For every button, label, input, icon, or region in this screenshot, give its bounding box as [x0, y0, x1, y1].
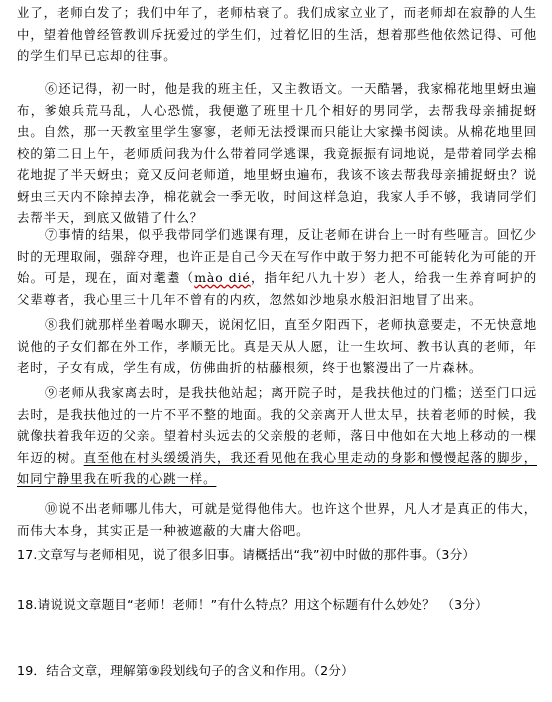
paragraph-text: ⑧我们就那样坐着喝水聊天，说闲忆旧，直至夕阳西下，老师执意要走，不无快意地说他的子女们都在外工作，孝顺无比。真是天从人愿，让一生坎坷、教书认真的老师，年老时，子女有成，学生有成，仿佛曲折的枯藤根须，终于也繁漫出了一片森林。: [17, 317, 537, 375]
paragraph-text: ⑥还记得，初一时，他是我的班主任，又主教语文。一天酷暑，我家棉花地里蚜虫遍布，爹娘兵荒马乱，人心恐慌，我便邀了班里十几个相好的男同学，去帮我母亲捕捉蚜虫。自然，那一天教室里学生寥寥，老师无法授课而只能让大家操书阅读。从棉花地里回校的第二日上午，老师质问我为什么带着同学逃课，我竟振振有词地说，是带着同学去棉花地捉了半天蚜虫；竟又反问老师道，地里蚜虫遍布，我该不该去帮我母亲捕捉蚜虫？说蚜虫三天内不除掉去净，棉花就会一季无收，时间这样急迫，我家人手不够，我请同学们去帮半天，到底又做错了什么？: [17, 81, 537, 225]
question-17: 17.文章写与老师相见，说了很多旧事。请概括出“我”初中时做的那件事。（3分）: [17, 547, 476, 562]
passage-paragraph-6: [17, 78, 537, 229]
passage-paragraph-7: [17, 224, 537, 310]
question-18: 18.请说说文章题目“老师！老师！”有什么特点？用这个标题有什么妙处？ （3分）: [17, 597, 488, 612]
paragraph-text: 业了，老师白发了；我们中年了，老师枯衰了。我们成家立业了，而老师却在寂静的人生中，望着他曾经管教训斥抚爱过的学生们，过着忆旧的生活，想着那些他依然记得、可他的学生们早已忘却的往事。: [17, 5, 537, 63]
passage-paragraph-intro: [17, 2, 537, 67]
question-19: 19．结合文章，理解第⑨段划线句子的含义和作用。（2分）: [17, 663, 354, 678]
paragraph-text: ⑩说不出老师哪儿伟大，可就是觉得他伟大。也许这个世界，凡人才是真正的伟大，而伟大本身，其实正是一种被遮蔽的大庸大俗吧。: [17, 501, 537, 538]
passage-paragraph-10: [17, 498, 537, 541]
paragraph-text: ，指年纪八九十岁）老人，给我一生养育呵护的父辈尊者，我心里三十几年不曾有的内疚，忽然如沙地泉水般汩汩地冒了出来。: [17, 270, 538, 307]
passage-paragraph-8: [17, 314, 537, 379]
underlined-sentence: 直至他在村头缓缓消失，我还看见他在我心里走动的身影和慢慢起落的脚步，如同宁静里我在听我的心跳一样。: [17, 449, 537, 486]
paragraph-text: ⑦事情的结果，似乎我带同学们逃课有理，反让老师在讲台上一时有些哑言。回忆少时的无理取闹，强辞夺理，也许正是自己今天在写作中敢于努力把不可能转化为可能的开始。可是，现在，面对耄耋（: [17, 227, 537, 285]
paragraph-text: ⑨老师从我家离去时，是我扶他站起；离开院子时，是我扶他过的门槛；送至门口远去时，是我扶他过的一片不平不整的地面。我的父亲离开人世太早，扶着老师的时候，我就像扶着我年迈的父亲。望着村头远去的父亲般的老师，落日中他如在大地上移动的一棵年迈的树。: [17, 385, 537, 465]
passage-paragraph-9: [17, 382, 537, 490]
pinyin-annotation: mào dié: [194, 270, 251, 285]
